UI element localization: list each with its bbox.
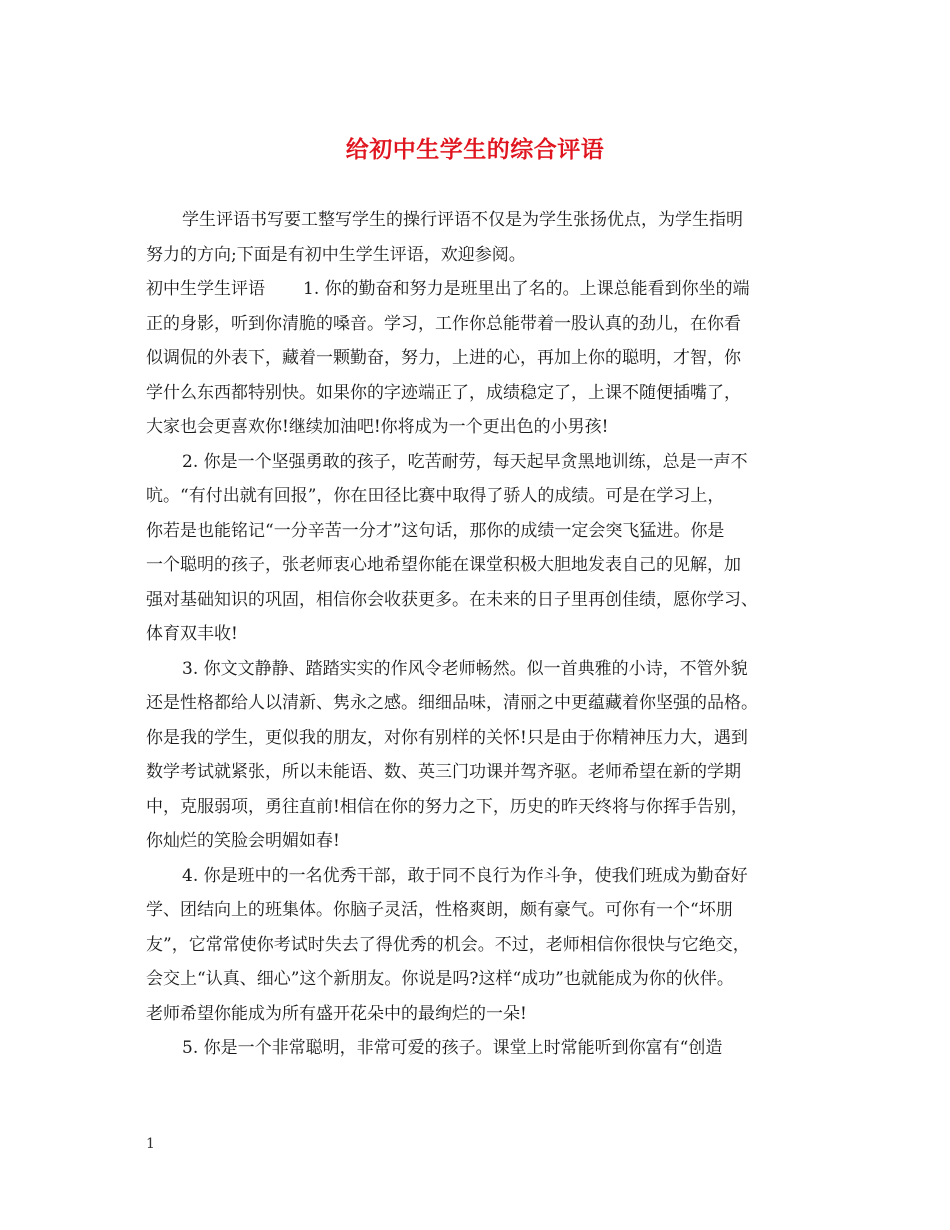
text-line: 友”，它常常使你考试时失去了得优秀的机会。不过，老师相信你很快与它绝交， [146,934,750,955]
text-line: 强对基础知识的巩固，相信你会收获更多。在未来的日子里再创佳绩，愿你学习、 [146,589,758,610]
text-line: 似调侃的外表下，藏着一颗勤奋，努力，上进的心，再加上你的聪明，才智，你 [146,348,741,368]
text-line: 大家也会更喜欢你!继续加油吧!你将成为一个更出色的小男孩! [146,417,609,437]
text-line: 你是我的学生，更似我的朋友，对你有别样的关怀!只是由于你精神压力大，遇到 [146,727,748,748]
text-line: 还是性格都给人以清新、隽永之感。细细品味，清丽之中更蕴藏着你坚强的品格。 [146,693,758,713]
text-line: 努力的方向;下面是有初中生学生评语，欢迎参阅。 [146,244,526,265]
text-line: 学生评语书写要工整写学生的操行评语不仅是为学生张扬优点，为学生指明 [182,210,743,230]
text-line: 你若是也能铭记“一分辛苦一分才”这句话，那你的成绩一定会突飞猛进。你是 [146,520,725,541]
text-line: 吭。“有付出就有回报”，你在田径比赛中取得了骄人的成绩。可是在学习上， [146,486,725,506]
text-line: 中，克服弱项，勇往直前!相信在你的努力之下，历史的昨天终将与你挥手告别， [146,796,748,817]
document-body [146,203,822,1066]
text-line-with-heading [146,272,822,307]
text-line: 4. 你是班中的一名优秀干部，敢于同不良行为作斗争，使我们班成为勤奋好 [182,865,748,886]
section-heading: 初中生学生评语 [146,279,265,299]
page-number: 1 [146,1136,155,1152]
text-line: 学、团结向上的班集体。你脑子灵活，性格爽朗，颇有豪气。可你有一个“坏朋 [146,900,733,920]
document-title: 给初中生学生的综合评语 [345,136,605,163]
text-line: 会交上“认真、细心”这个新朋友。你说是吗?这样“成功”也就能成为你的伙伴。 [146,969,734,989]
text-line: 学什么东西都特别快。如果你的字迹端正了，成绩稳定了，上课不随便插嘴了， [146,382,741,403]
text-line: 1. 你的勤奋和努力是班里出了名的。上课总能看到你坐的端 [303,279,750,299]
text-line: 一个聪明的孩子，张老师衷心地希望你能在课堂积极大胆地发表自己的见解，加 [146,555,741,575]
text-line: 5. 你是一个非常聪明，非常可爱的孩子。课堂上时常能听到你富有“创造 [182,1038,723,1058]
text-line: 体育双丰收! [146,624,238,644]
text-line: 你灿烂的笑脸会明媚如春! [146,831,340,851]
text-line: 正的身影，听到你清脆的嗓音。学习，工作你总能带着一股认真的劲儿，在你看 [146,313,741,334]
text-line: 老师希望你能成为所有盛开花朵中的最绚烂的一朵! [146,1003,527,1024]
text-line: 3. 你文文静静、踏踏实实的作风令老师畅然。似一首典雅的小诗，不管外貌 [182,658,748,679]
text-line: 2. 你是一个坚强勇敢的孩子，吃苦耐劳，每天起早贪黑地训练，总是一声不 [182,451,748,472]
text-line: 数学考试就紧张，所以未能语、数、英三门功课并驾齐驱。老师希望在新的学期 [146,762,741,782]
